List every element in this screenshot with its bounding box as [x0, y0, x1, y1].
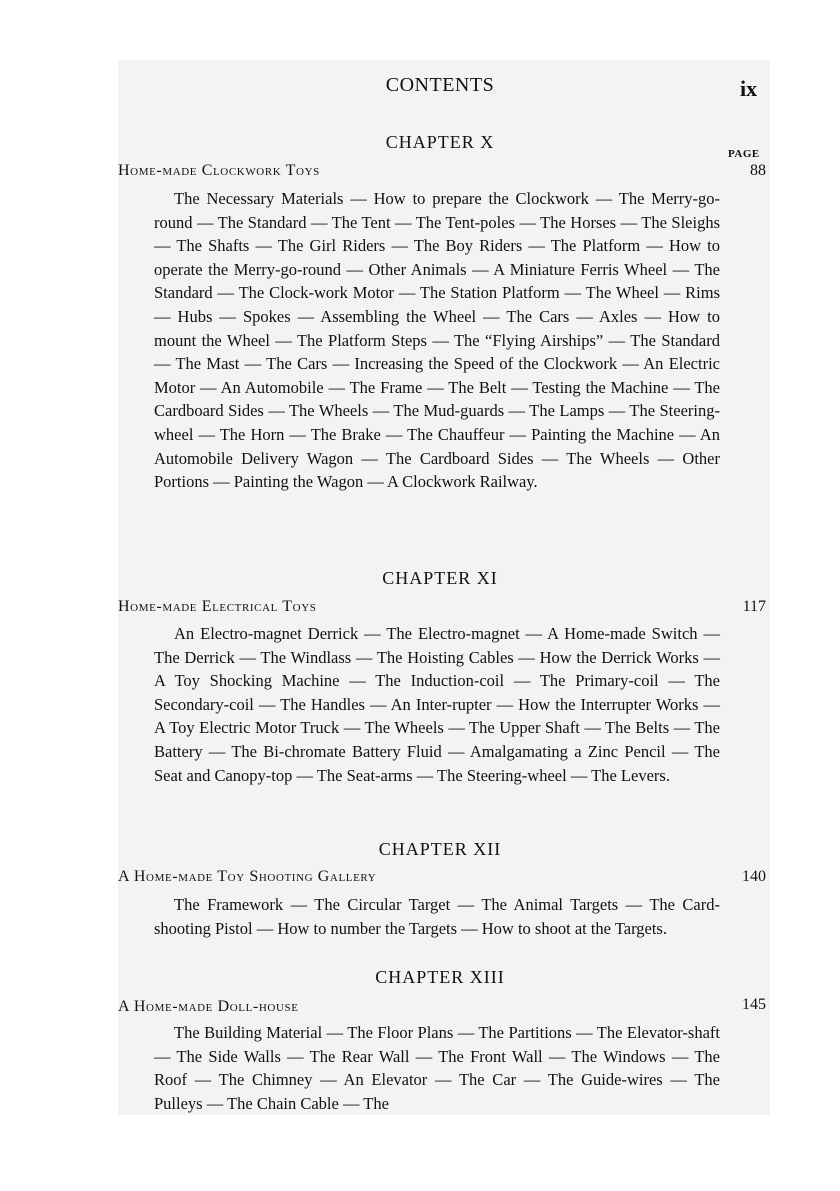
page-column-label: PAGE [728, 148, 760, 160]
chapter-heading: CHAPTER X [385, 132, 495, 152]
page-title: CONTENTS [385, 74, 495, 96]
chapter-page-number: 88 [750, 162, 766, 179]
chapter-title: A Home-made Doll-house [118, 998, 299, 1015]
chapter-title: A Home-made Toy Shooting Gallery [118, 868, 377, 885]
chapter-heading: CHAPTER XIII [375, 967, 505, 987]
chapter-heading: CHAPTER XI [382, 568, 498, 588]
chapter-summary: The Necessary Materials — How to prepare the Clockwork — The Merry-go-round — The Standard — The Tent — The Tent-poles — The Horses — The Sleighs — The Shafts — The Girl Riders — The Boy Riders — The Platform — How to operate the Merry-go-round — Other Animals — A Miniature Ferris Wheel — The Standard — The Clock-work Motor — The Station Platform — The Wheel — Rims — Hubs — Spokes — Assembling the Wheel — The Cars — Axles — How to mount the Wheel — The Platform Steps — The “Flying Airships” — The Standard — The Mast — The Cars — Increasing the Speed of the Clockwork — An Electric Motor — An Automobile — The Frame — The Belt — Testing the Machine — The Cardboard Sides — The Wheels — The Mud-guards — The Lamps — The Steering-wheel — The Horn — The Brake — The Chauffeur — Painting the Machine — An Automobile Delivery Wagon — The Cardboard Sides — The Wheels — Other Portions — Painting the Wagon — A Clockwork Railway. [154, 189, 720, 492]
chapter-page-number: 145 [742, 996, 766, 1013]
chapter-summary: An Electro-magnet Derrick — The Electro-magnet — A Home-made Switch — The Derrick — The Windlass — The Hoisting Cables — How the Derrick Works — A Toy Shocking Machine — The Induction-coil — The Primary-coil — The Secondary-coil — The Handles — An Inter-rupter — How the Interrupter Works — A Toy Electric Motor Truck — The Wheels — The Upper Shaft — The Belts — The Battery — The Bi-chromate Battery Fluid — Amalgamating a Zinc Pencil — The Seat and Canopy-top — The Seat-arms — The Steering-wheel — The Levers. [154, 624, 720, 785]
chapter-summary: The Framework — The Circular Target — The Animal Targets — The Card-shooting Pistol — How to number the Targets — How to shoot at the Targets. [154, 895, 720, 938]
running-head [0, 72, 840, 102]
chapter-title: Home-made Electrical Toys [118, 598, 317, 615]
page-number: ix [740, 76, 758, 101]
chapter-heading: CHAPTER XII [378, 839, 502, 859]
chapter-title: Home-made Clockwork Toys [118, 162, 320, 179]
chapter-summary: The Building Material — The Floor Plans — The Partitions — The Elevator-shaft — The Side Walls — The Rear Wall — The Front Wall — The Windows — The Roof — The Chimney — An Elevator — The Car — The Guide-wires — The Pulleys — The Chain Cable — The [154, 1023, 720, 1113]
chapter-page-number: 140 [742, 868, 766, 885]
chapter-page-number: 117 [742, 598, 766, 615]
